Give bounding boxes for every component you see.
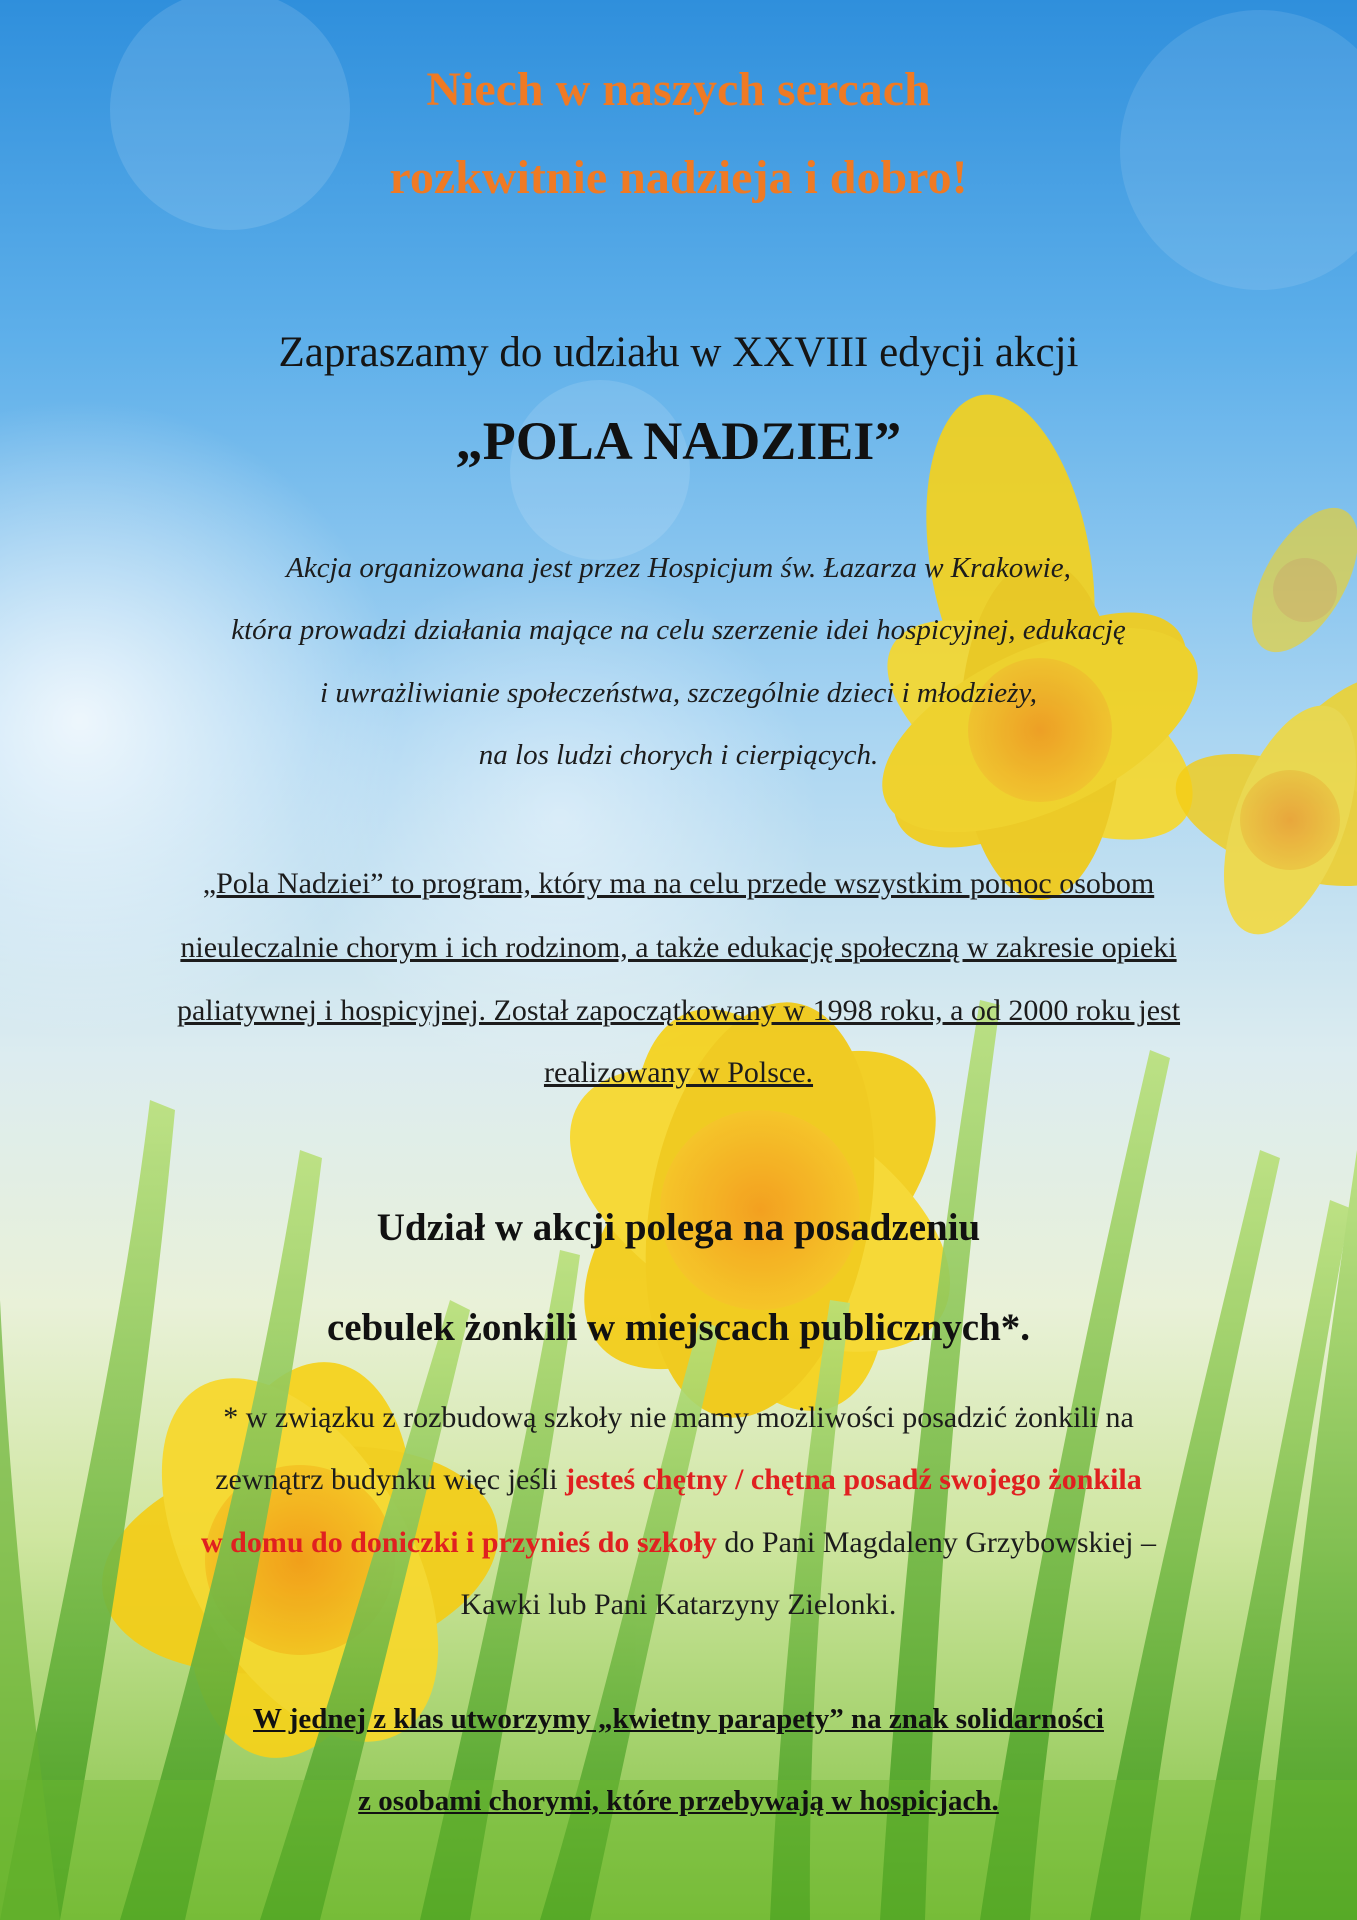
headline-line-1: Niech w naszych sercach [426, 63, 931, 116]
closing-line-1: W jednej z klas utworzymy „kwietny parapety” na znak solidarności [253, 1703, 1104, 1735]
program-line-4: realizowany w Polsce. [543, 1056, 814, 1089]
about-line-4: na los ludzi chorych i cierpiących. [478, 739, 879, 771]
note-line-4: Kawki lub Pani Katarzyny Zielonki. [460, 1588, 897, 1621]
campaign-title: „POLA NADZIEI” [455, 411, 902, 471]
note-line-2 [0, 1463, 1357, 1497]
note-highlight-1: jesteś chętny / chętna posadź swojego żonkila [565, 1463, 1142, 1496]
note-line-1: * w związku z rozbudową szkoły nie mamy możliwości posadzić żonkili na [223, 1401, 1134, 1434]
note-line-2-plain: zewnątrz budynku więc jeśli [215, 1463, 566, 1496]
headline-line-2: rozkwitnie nadzieja i dobro! [389, 151, 968, 204]
note-highlight-2: w domu do doniczki i przynieś do szkoły [200, 1526, 717, 1559]
participation-line-2: cebulek żonkili w miejscach publicznych*. [326, 1306, 1031, 1349]
program-line-3: paliatywnej i hospicyjnej. Został zapoczątkowany w 1998 roku, a od 2000 roku jest [176, 994, 1181, 1027]
note-line-3 [0, 1526, 1357, 1560]
about-line-2: która prowadzi działania mające na celu szerzenie idei hospicyjnej, edukację [231, 614, 1126, 646]
program-line-2: nieuleczalnie chorym i ich rodzinom, a także edukację społeczną w zakresie opieki [180, 931, 1177, 964]
participation-line-1: Udział w akcji polega na posadzeniu [376, 1206, 981, 1249]
note-line-3-plain: do Pani Magdaleny Grzybowskiej – [716, 1526, 1156, 1559]
about-line-1: Akcja organizowana jest przez Hospicjum św. Łazarza w Krakowie, [286, 552, 1071, 584]
program-line-1: „Pola Nadziei” to program, który ma na celu przede wszystkim pomoc osobom [202, 867, 1155, 900]
closing-line-2: z osobami chorymi, które przebywają w hospicjach. [358, 1785, 999, 1817]
invitation-text: Zapraszamy do udziału w XXVIII edycji akcji [278, 329, 1079, 376]
about-line-3: i uwrażliwianie społeczeństwa, szczególnie dzieci i młodzieży, [320, 677, 1037, 709]
